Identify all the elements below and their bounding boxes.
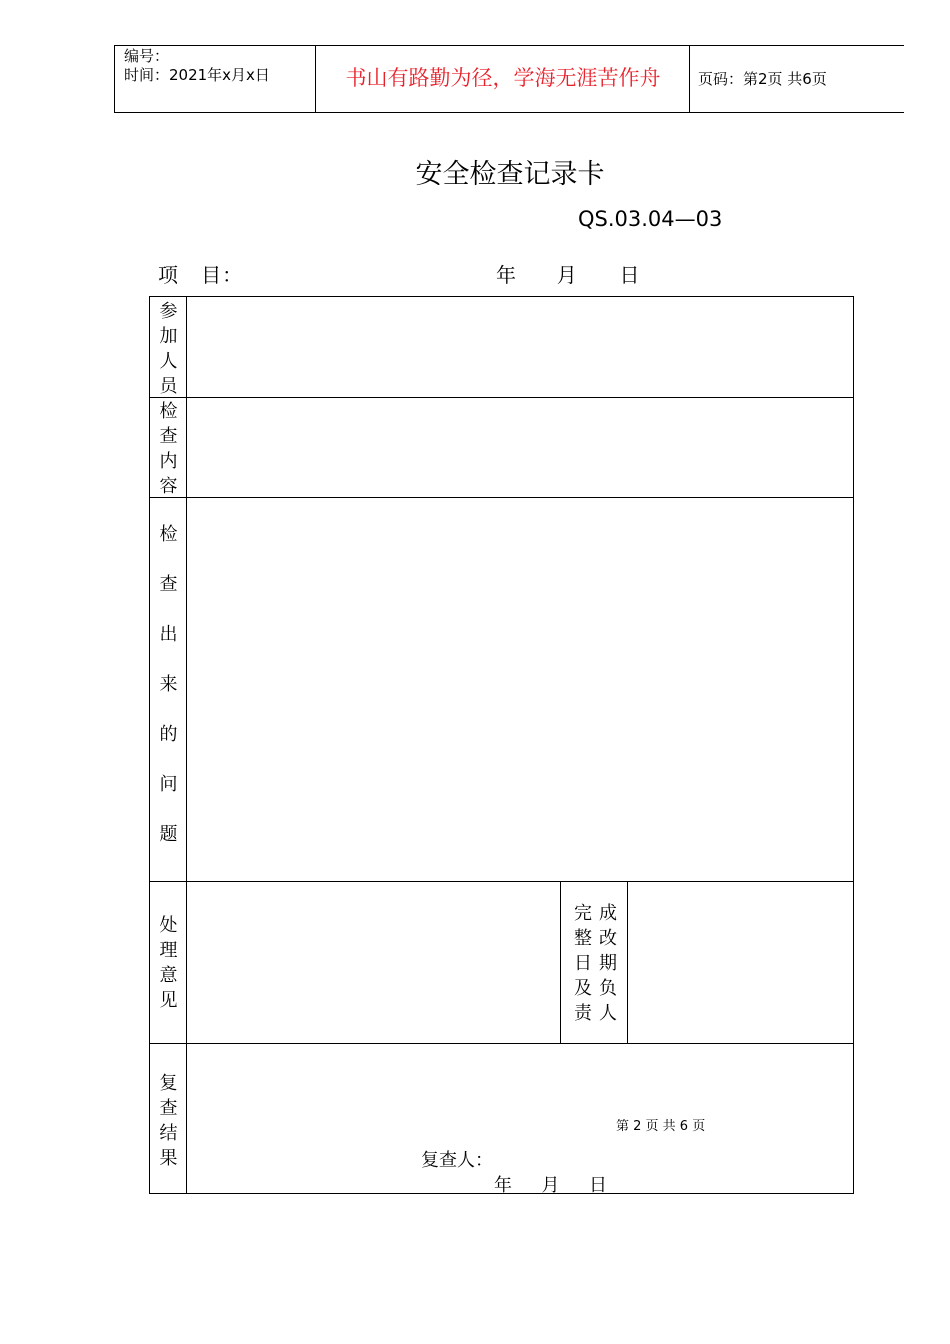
- date-month: 月: [556, 263, 577, 287]
- review-month: 月: [541, 1175, 560, 1196]
- header-date: [496, 259, 639, 288]
- review-day: 日: [588, 1175, 607, 1196]
- inspection-content-field[interactable]: [187, 398, 854, 497]
- document-code: QS.03.04—03: [578, 207, 723, 231]
- issues-found-label: 检 查 出 来 的 问 题: [159, 524, 178, 845]
- project-label: 项 目：: [158, 263, 244, 287]
- review-page-info: 第 2 页 共 6 页: [616, 1119, 706, 1134]
- review-result-label: 复 查 结 果: [159, 1073, 178, 1169]
- review-year: 年: [494, 1175, 512, 1196]
- date-day: 日: [619, 263, 640, 287]
- participants-label: 参 加 人 员: [159, 301, 178, 397]
- completion-label-col1: 完 整 日 及 责: [574, 903, 592, 1024]
- header-divider-left: [114, 45, 115, 113]
- header-top-border: [114, 45, 904, 46]
- reviewer-label: 复查人：: [421, 1150, 493, 1171]
- completion-label-col2: 成 改 期 负 人: [599, 903, 617, 1024]
- completion-date-field[interactable]: [628, 882, 854, 1043]
- header-page-info: 页码：第2页 共6页: [698, 70, 827, 88]
- header-divider-1: [315, 45, 316, 113]
- document-title: 安全检查记录卡: [415, 159, 605, 190]
- date-year: 年: [496, 263, 516, 287]
- inspection-form: [149, 296, 854, 1194]
- inspection-content-label: 检 查 内 容: [159, 401, 178, 497]
- opinion-divider: [560, 881, 561, 1043]
- header-divider-2: [689, 45, 690, 113]
- participants-field[interactable]: [187, 297, 854, 397]
- number-label: 编号：: [124, 47, 170, 65]
- header-meta: [124, 47, 270, 85]
- time-label: 时间：2021年x月x日: [124, 66, 270, 84]
- review-date: [494, 1171, 607, 1197]
- handling-opinion-label: 处 理 意 见: [159, 915, 178, 1011]
- issues-found-field[interactable]: [187, 498, 854, 881]
- header-motto: 书山有路勤为径，学海无涯苦作舟: [345, 66, 661, 90]
- handling-opinion-field[interactable]: [187, 882, 560, 1043]
- header-bottom-border: [114, 112, 904, 113]
